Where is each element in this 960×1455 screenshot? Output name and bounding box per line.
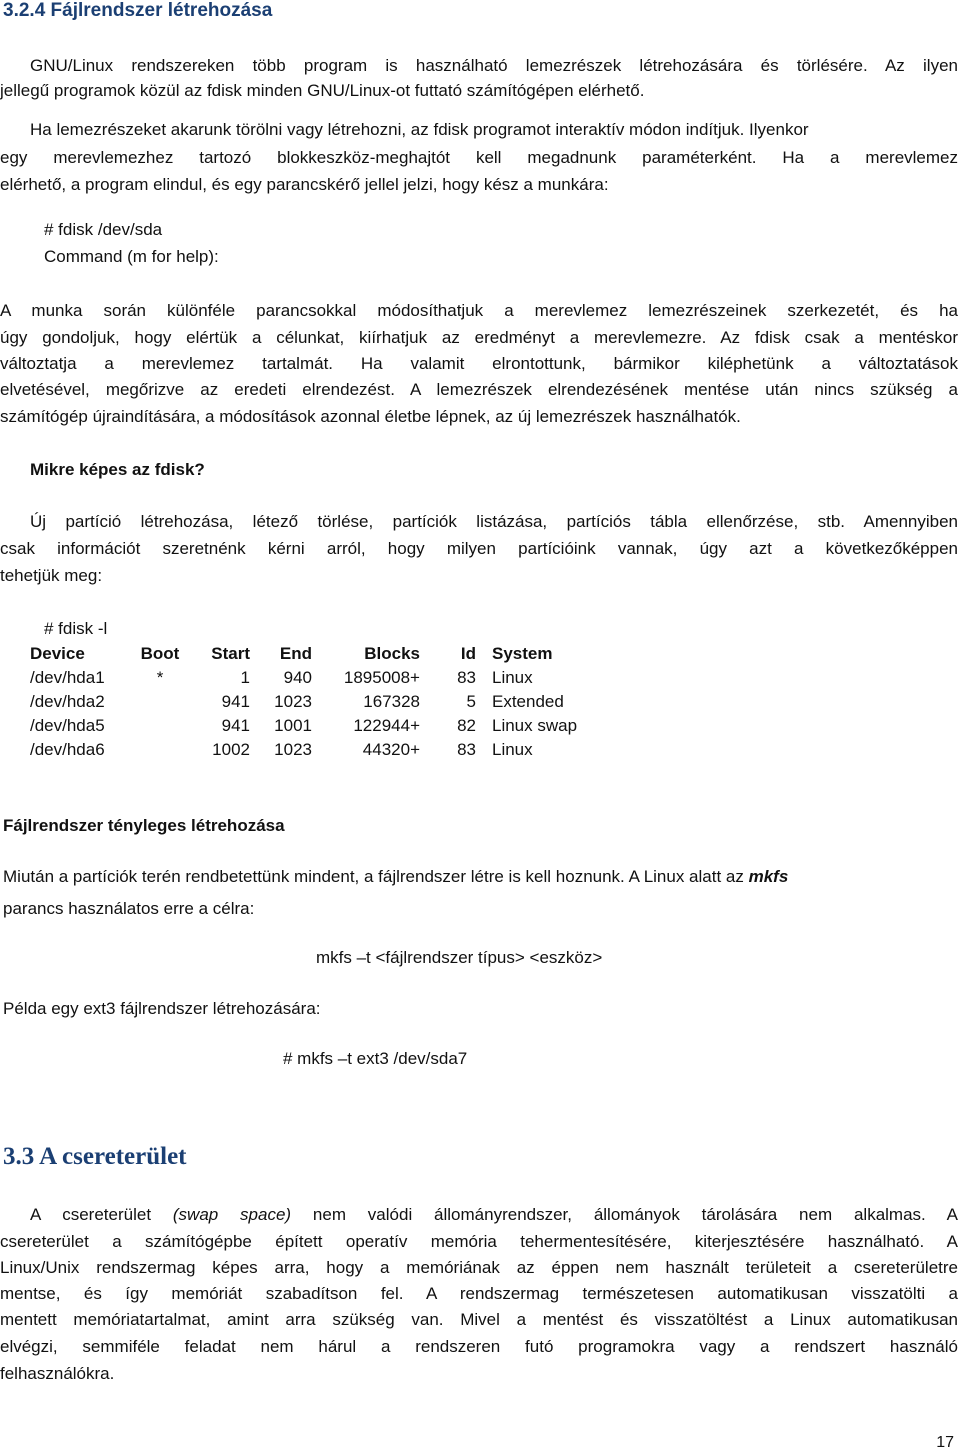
code-mkfs-syntax: mkfs –t <fájlrendszer típus> <eszköz> xyxy=(316,948,603,967)
cell-device: /dev/hda1 xyxy=(30,668,105,687)
para2-line-2: egy merevlemezhez tartozó blokkeszköz-meghajtót kell megadnunk paraméterként. Ha a merevlemez xyxy=(0,148,958,167)
para6-line-6: elvégzi, semmiféle feladat nem hárul a rendszeren futó programokra vagy a rendszert használó xyxy=(0,1337,958,1356)
para5-text: Miután a partíciók terén rendbetettünk mindent, a fájlrendszer létre is kell hoznunk. A Linux alatt az xyxy=(3,867,749,886)
table-header-row xyxy=(30,642,577,666)
para3-line-5: számítógép újraindítására, a módosítások azonnal életbe lépnek, az új lemezrészek használhatók. xyxy=(0,407,741,426)
section-heading: 3.2.4 Fájlrendszer létrehozása xyxy=(3,0,273,21)
cell-device: /dev/hda2 xyxy=(30,692,105,711)
para3-line-2: úgy gondoljuk, hogy elértük a célunkat, kiírhatjuk az eredményt a merevlemezre. Az fdisk csak a mentéskor xyxy=(0,328,958,347)
intro-line-1: GNU/Linux rendszereken több program is használható lemezrészek létrehozására és törlésére. Az ilyen xyxy=(30,56,958,75)
para4-line-2: csak információt szeretnénk kérni arról, hogy milyen partícióink vannak, úgy azt a következőképpen xyxy=(0,539,958,558)
para3-line-3: változtatja a merevlemez tartalmát. Ha valamit elrontottunk, bármikor kiléphetünk a változtatások xyxy=(0,354,958,373)
cell-end: 1023 xyxy=(274,740,312,759)
cell-blocks: 122944+ xyxy=(353,716,420,735)
header-end: End xyxy=(279,644,312,663)
para5-line-2: parancs használatos erre a célra: xyxy=(3,899,255,918)
cell-device: /dev/hda6 xyxy=(30,740,105,759)
cell-blocks: 167328 xyxy=(363,692,420,711)
cell-end: 940 xyxy=(283,668,312,687)
code-fdisk-l: # fdisk -l xyxy=(44,619,108,638)
header-blocks: Blocks xyxy=(364,644,420,663)
header-id: Id xyxy=(460,644,476,663)
para6-text-a: A csereterület xyxy=(30,1205,173,1224)
para6-line-4: mentse, és így memóriát szabadítson fel. A rendszermag természetesen automatikusan visszatölti a xyxy=(0,1284,958,1303)
cell-end: 1001 xyxy=(274,716,312,735)
para6-text-b: nem valódi állományrendszer, állományok tárolására nem alkalmas. A xyxy=(291,1205,958,1224)
page-number: 17 xyxy=(936,1434,954,1451)
para3-line-1: A munka során különféle parancsokkal módosíthatjuk a merevlemez lemezrészeinek szerkezetét, és ha xyxy=(0,301,958,320)
cell-system: Extended xyxy=(492,692,564,711)
cell-boot xyxy=(130,714,190,738)
question-heading: Mikre képes az fdisk? xyxy=(30,460,205,479)
cell-id: 83 xyxy=(457,668,476,687)
cell-start: 941 xyxy=(221,692,250,711)
cell-boot xyxy=(130,738,190,762)
header-system: System xyxy=(492,644,553,663)
cell-device: /dev/hda5 xyxy=(30,716,105,735)
header-boot: Boot xyxy=(140,644,180,663)
header-start: Start xyxy=(211,644,250,663)
cell-system: Linux swap xyxy=(492,716,578,735)
cell-system: Linux xyxy=(492,668,533,687)
subheading: Fájlrendszer tényleges létrehozása xyxy=(3,816,285,835)
partition-table xyxy=(30,642,577,762)
para2-line-3: elérhető, a program elindul, és egy parancskérő jellel jelzi, hogy kész a munkára: xyxy=(0,175,609,194)
cell-id: 82 xyxy=(457,716,476,735)
code-mkfs-example: # mkfs –t ext3 /dev/sda7 xyxy=(283,1049,468,1068)
swap-space-term: (swap space) xyxy=(172,1205,292,1224)
cell-system: Linux xyxy=(492,740,533,759)
table-row xyxy=(30,714,577,738)
code-fdisk-sda: # fdisk /dev/sda xyxy=(44,220,163,239)
cell-start: 941 xyxy=(221,716,250,735)
example-label: Példa egy ext3 fájlrendszer létrehozására: xyxy=(3,999,321,1018)
cell-blocks: 44320+ xyxy=(362,740,420,759)
table-row xyxy=(30,690,577,714)
cell-start: 1002 xyxy=(212,740,250,759)
para4-line-3: tehetjük meg: xyxy=(0,566,103,585)
cell-boot: * xyxy=(156,668,164,687)
para6-line-1 xyxy=(30,1205,958,1225)
cell-id: 83 xyxy=(457,740,476,759)
para6-line-2: csereterület a számítógépbe épített operatív memória tehermentesítésére, kiterjesztésére használható. A xyxy=(0,1232,958,1251)
table-row xyxy=(30,666,577,690)
code-command-prompt: Command (m for help): xyxy=(44,247,219,266)
para6-line-3: Linux/Unix rendszermag képes arra, hogy a memóriának az éppen nem használt területeit a csereterületre xyxy=(0,1258,958,1277)
cell-id: 5 xyxy=(466,692,476,711)
section-3-3-heading: 3.3 A csereterület xyxy=(3,1143,187,1170)
para2-line-1: Ha lemezrészeket akarunk törölni vagy létrehozni, az fdisk programot interaktív módon indítjuk. Ilyenkor xyxy=(30,120,809,139)
cell-start: 1 xyxy=(240,668,250,687)
para4-line-1: Új partíció létrehozása, létező törlése, partíciók listázása, partíciós tábla ellenőrzése, stb. Amennyiben xyxy=(30,512,958,531)
cell-blocks: 1895008+ xyxy=(343,668,420,687)
cell-end: 1023 xyxy=(274,692,312,711)
header-device: Device xyxy=(30,644,85,663)
table-row xyxy=(30,738,577,762)
cell-boot xyxy=(130,690,190,714)
intro-line-2: jellegű programok közül az fdisk minden GNU/Linux-ot futtató számítógépen elérhető. xyxy=(0,81,645,100)
para5-line-1 xyxy=(3,867,960,887)
para6-line-7: felhasználókra. xyxy=(0,1364,115,1383)
para6-line-5: mentett memóriatartalmat, amint arra szükség van. Mivel a mentést és visszatöltést a Linux automatikusan xyxy=(0,1310,958,1329)
para3-line-4: elvetésével, megőrizve az eredeti elrendezést. A lemezrészek elrendezésének mentése után nincs szükség a xyxy=(0,380,958,399)
mkfs-command: mkfs xyxy=(748,867,789,886)
